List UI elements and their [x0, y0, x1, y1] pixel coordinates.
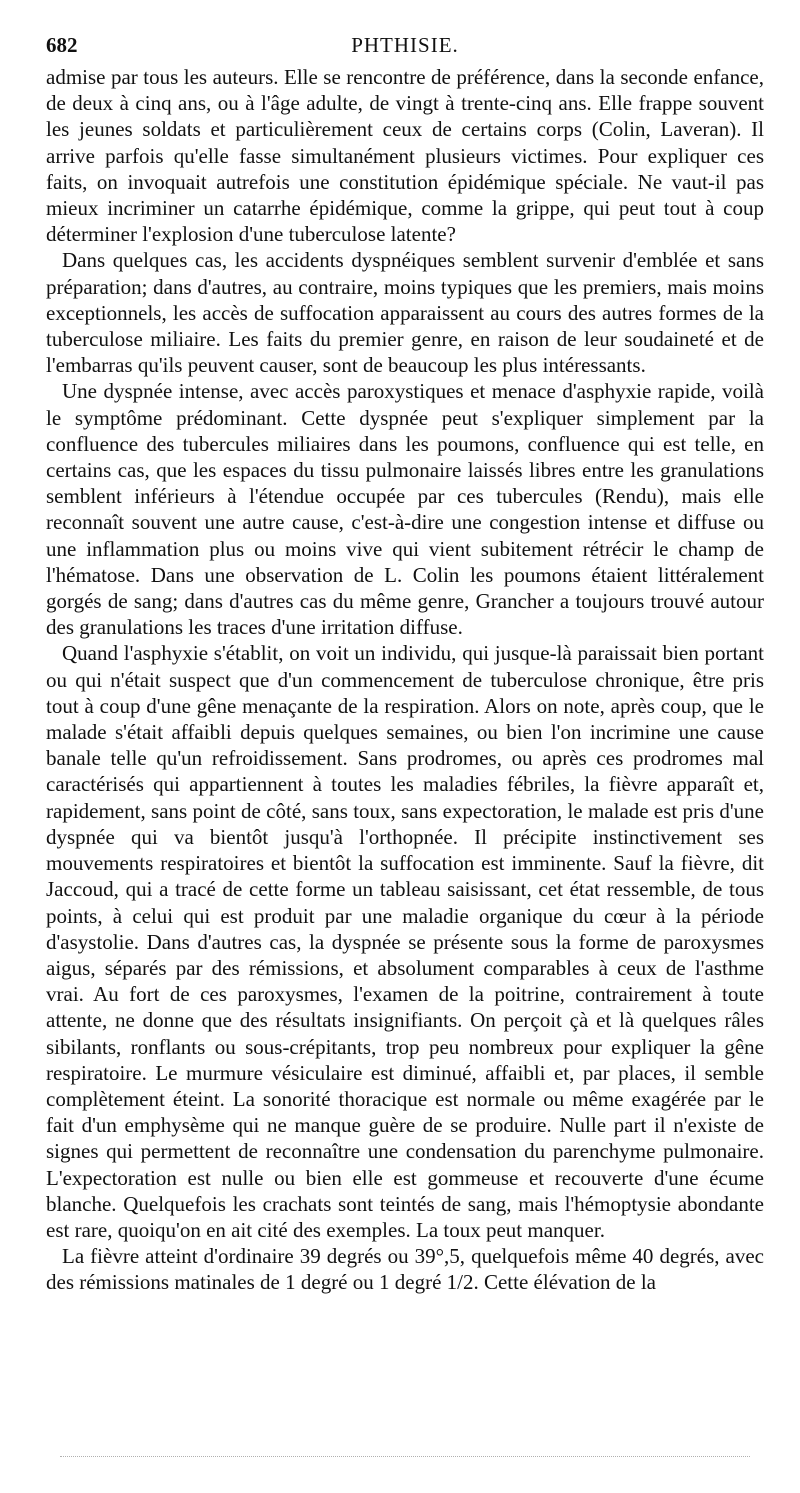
paragraph-fever: La fièvre atteint d'ordinaire 39 degrés ou 39°,5, quelquefois même 40 degrés, avec des rémissions matinales de 1 degré ou 1 degré 1/2. Cette élévation de la [46, 1244, 764, 1295]
paragraph-dyspnea-cause: Une dyspnée intense, avec accès paroxystiques et menace d'asphyxie rapide, voilà le symptôme prédominant. Cette dyspnée peut s'expliquer simplement par la confluence des tubercules miliaires dans les poumons, confluence qui est telle, en certains cas, que les espaces du tissu pulmonaire laissés libres entre les granulations semblent inférieurs à l'étendue occupée par ces tubercules (Rendu), mais elle reconnaît souvent une autre cause, c'est-à-dire une congestion intense et diffuse ou une inflammation plus ou moins vive qui vient subitement rétrécir le champ de l'hématose. Dans une observation de L. Colin les poumons étaient littéralement gorgés de sang; dans d'autres cas du même genre, Grancher a toujours trouvé autour des granulations les traces d'une irritation diffuse. [46, 379, 764, 640]
paragraph-asphyxia: Quand l'asphyxie s'établit, on voit un individu, qui jusque-là paraissait bien portant ou qui n'était suspect que d'un commencement de tuberculose chronique, être pris tout à coup d'une gêne menaçante de la respiration. Alors on note, après coup, que le malade s'était affaibli depuis quelques semaines, ou bien l'on incrimine une cause banale telle qu'un refroidissement. Sans prodromes, ou après ces prodromes mal caractérisés qui appartiennent à toutes les maladies fébriles, la fièvre apparaît et, rapidement, sans point de côté, sans toux, sans expectoration, le malade est pris d'une dyspnée qui va bientôt jusqu'à l'orthopnée. Il précipite instinctivement ses mouvements respiratoires et bientôt la suffocation est imminente. Sauf la fièvre, dit Jaccoud, qui a tracé de cette forme un tableau saisissant, cet état ressemble, de tous points, à celui qui est produit par une maladie organique du cœur à la période d'asystolie. Dans d'autres cas, la dyspnée se présente sous la forme de paroxysmes aigus, séparés par des rémissions, et absolument comparables à ceux de l'asthme vrai. Au fort de ces paroxysmes, l'examen de la poitrine, contrairement à toute attente, ne donne que des résultats insignifiants. On perçoit çà et là quelques râles sibilants, ronflants ou sous-crépitants, trop peu nombreux pour expliquer la gêne respiratoire. Le murmure vésiculaire est diminué, affaibli et, par places, il semble complètement éteint. La sonorité thoracique est normale ou même exagérée par le fait d'un emphysème qui ne manque guère de se produire. Nulle part il n'existe de signes qui permettent de reconnaître une condensation du parenchyme pulmonaire. L'expectoration est nulle ou bien elle est gommeuse et recouverte d'une écume blanche. Quelquefois les crachats sont teintés de sang, mais l'hémoptysie abondante est rare, quoiqu'on en ait cité des exemples. La toux peut manquer. [46, 641, 764, 1242]
running-title: PHTHISIE. [351, 33, 459, 57]
footer-dotted-rule [60, 1456, 750, 1457]
running-head [46, 30, 764, 60]
body-text [46, 64, 764, 1296]
paragraph-dyspnea-onset: Dans quelques cas, les accidents dyspnéiques semblent survenir d'emblée et sans préparation; dans d'autres, au contraire, moins typiques que les premiers, mais moins exceptionnels, les accès de suffocation apparaissent au cours des autres formes de la tuberculose miliaire. Les faits du premier genre, en raison de leur soudaineté et de l'embarras qu'ils peuvent causer, sont de beaucoup les plus intéressants. [46, 248, 764, 378]
page-number: 682 [46, 33, 78, 57]
paragraph-continuation: admise par tous les auteurs. Elle se rencontre de préférence, dans la seconde enfance, de deux à cinq ans, ou à l'âge adulte, de vingt à trente-cinq ans. Elle frappe souvent les jeunes soldats et particulièrement ceux de certains corps (Colin, Laveran). Il arrive parfois qu'elle fasse simultanément plusieurs victimes. Pour expliquer ces faits, on invoquait autrefois une constitution épidémique spéciale. Ne vaut-il pas mieux incriminer un catarrhe épidémique, comme la grippe, qui peut tout à coup déterminer l'explosion d'une tuberculose latente? [46, 65, 764, 247]
